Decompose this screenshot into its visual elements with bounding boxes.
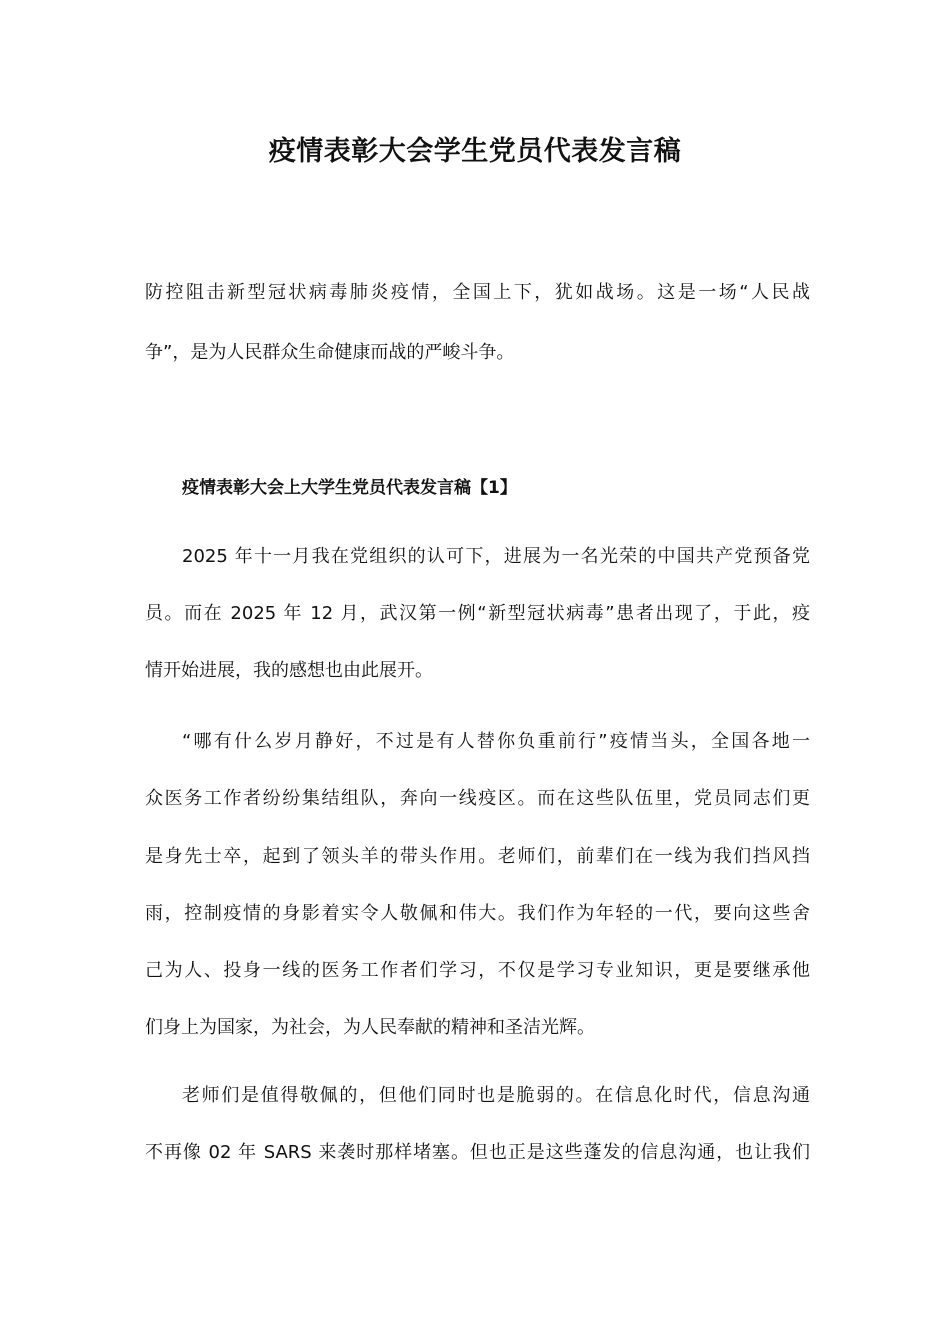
paragraph2-line-1: “哪有什么岁月静好，不过是有人替你负重前行”疫情当头，全国各地一 xyxy=(182,731,810,752)
document-title: 疫情表彰大会学生党员代表发言稿 xyxy=(268,136,682,167)
paragraph3-line-1: 老师们是值得敬佩的，但他们同时也是脆弱的。在信息化时代，信息沟通 xyxy=(182,1085,810,1106)
paragraph2-line-6: 们身上为国家，为社会，为人民奉献的精神和圣洁光辉。 xyxy=(145,1017,595,1038)
paragraph1-line-3: 情开始进展，我的感想也由此展开。 xyxy=(145,660,433,681)
paragraph3-line-2: 不再像 02 年 SARS 来袭时那样堵塞。但也正是这些蓬发的信息沟通，也让我们 xyxy=(145,1142,810,1163)
section-heading: 疫情表彰大会上大学生党员代表发言稿【1】 xyxy=(182,478,517,498)
paragraph2-line-2: 众医务工作者纷纷集结组队，奔向一线疫区。而在这些队伍里，党员同志们更 xyxy=(145,788,810,809)
paragraph2-line-4: 雨，控制疫情的身影着实令人敬佩和伟大。我们作为年轻的一代，要向这些舍 xyxy=(145,903,810,924)
intro-line-2: 争”，是为人民群众生命健康而战的严峻斗争。 xyxy=(145,342,515,363)
paragraph2-line-5: 己为人、投身一线的医务工作者们学习，不仅是学习专业知识，更是要继承他 xyxy=(145,960,810,981)
paragraph1-line-1: 2025 年十一月我在党组织的认可下，进展为一名光荣的中国共产党预备党 xyxy=(182,546,810,567)
intro-line-1: 防控阻击新型冠状病毒肺炎疫情，全国上下，犹如战场。这是一场“人民战 xyxy=(145,282,810,303)
paragraph2-line-3: 是身先士卒，起到了领头羊的带头作用。老师们，前辈们在一线为我们挡风挡 xyxy=(145,846,810,867)
paragraph1-line-2: 员。而在 2025 年 12 月，武汉第一例“新型冠状病毒”患者出现了，于此，疫 xyxy=(145,603,810,624)
